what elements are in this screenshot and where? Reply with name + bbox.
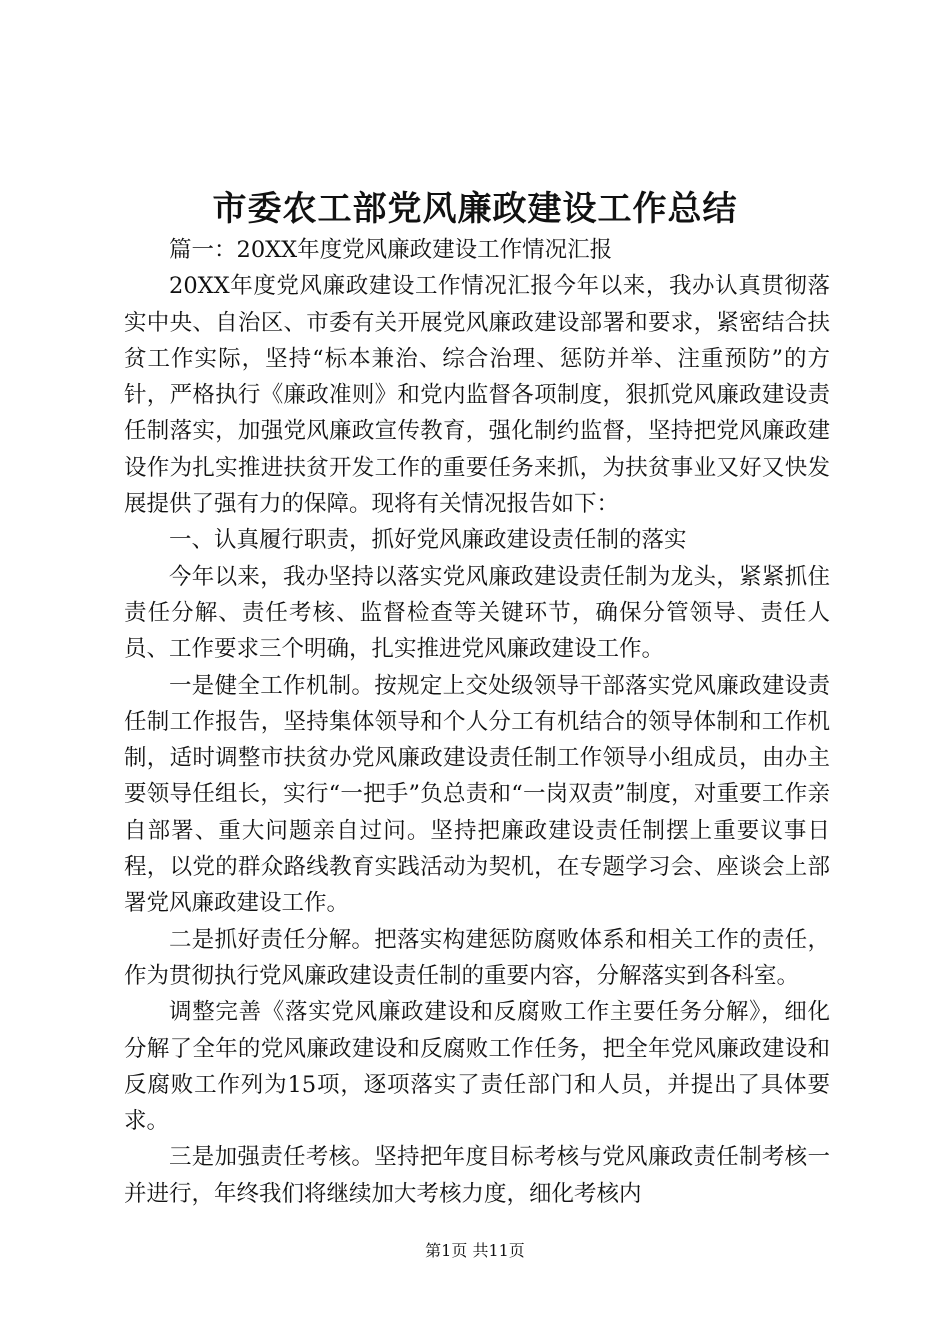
body-paragraph: 三是加强责任考核。坚持把年度目标考核与党风廉政责任制考核一并进行，年终我们将继续加大考核力度，细化考核内 xyxy=(124,1144,830,1207)
body-paragraph: 今年以来，我办坚持以落实党风廉政建设责任制为龙头，紧紧抓住责任分解、责任考核、监督检查等关键环节，确保分管领导、责任人员、工作要求三个明确，扎实推进党风廉政建设工作。 xyxy=(124,563,830,663)
body-paragraph: 二是抓好责任分解。把落实构建惩防腐败体系和相关工作的责任，作为贯彻执行党风廉政建设责任制的重要内容，分解落实到各科室。 xyxy=(124,926,830,989)
section-heading: 一、认真履行职责，抓好党风廉政建设责任制的落实 xyxy=(169,527,687,554)
page-number: 第1页 共11页 xyxy=(425,1241,525,1260)
document-body xyxy=(124,232,830,1212)
body-paragraph: 一是健全工作机制。按规定上交处级领导干部落实党风廉政建设责任制工作报告，坚持集体领导和个人分工有机结合的领导体制和工作机制，适时调整市扶贫办党风廉政建设责任制工作领导小组成员，由办主要领导任组长，实行“一把手”负总责和“一岗双责”制度，对重要工作亲自部署、重大问题亲自过问。坚持把廉政建设责任制摆上重要议事日程，以党的群众路线教育实践活动为契机，在专题学习会、座谈会上部署党风廉政建设工作。 xyxy=(124,672,830,917)
document-title: 市委农工部党风廉政建设工作总结 xyxy=(212,189,738,229)
section-heading: 篇一：20XX年度党风廉政建设工作情况汇报 xyxy=(169,237,613,263)
body-paragraph: 调整完善《落实党风廉政建设和反腐败工作主要任务分解》，细化分解了全年的党风廉政建设和反腐败工作任务，把全年党风廉政建设和反腐败工作列为15项，逐项落实了责任部门和人员，并提出了具体要求。 xyxy=(124,999,830,1135)
body-paragraph: 20XX年度党风廉政建设工作情况汇报今年以来，我办认真贯彻落实中央、自治区、市委有关开展党风廉政建设部署和要求，紧密结合扶贫工作实际，坚持“标本兼治、综合治理、惩防并举、注重预防”的方针，严格执行《廉政准则》和党内监督各项制度，狠抓党风廉政建设责任制落实，加强党风廉政宣传教育，强化制约监督，坚持把党风廉政建设作为扎实推进扶贫开发工作的重要任务来抓，为扶贫事业又好又快发展提供了强有力的保障。现将有关情况报告如下： xyxy=(124,273,830,518)
